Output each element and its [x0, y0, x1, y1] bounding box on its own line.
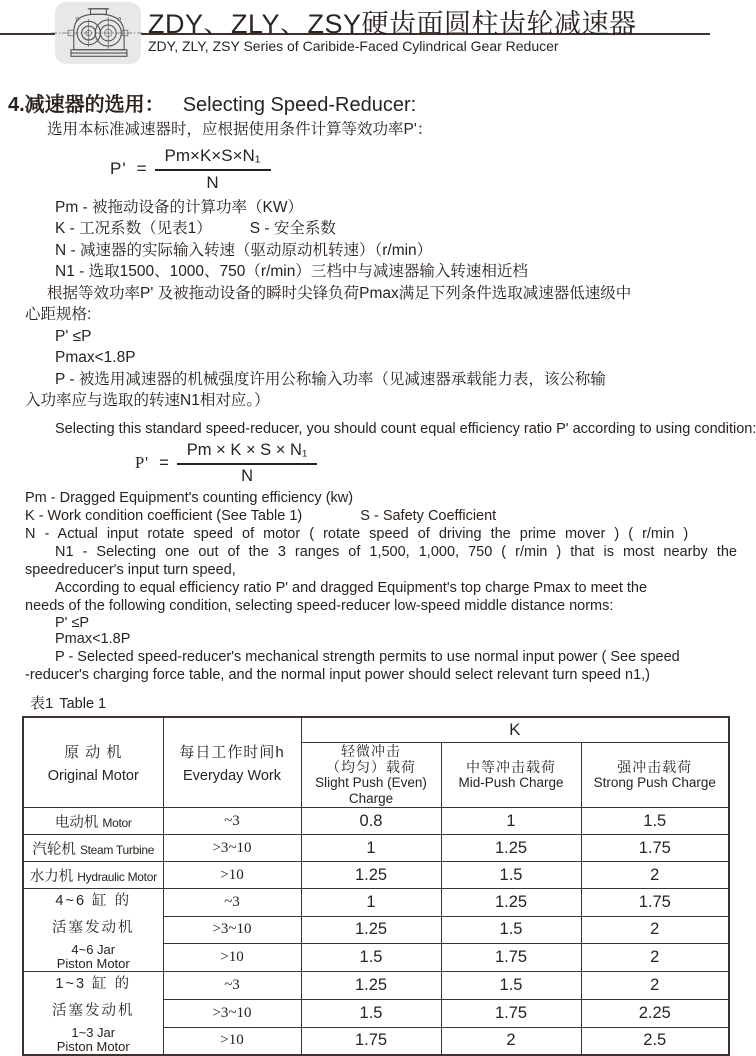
cell-k2: 1.5 [441, 916, 581, 944]
cell-k3: 1.5 [581, 808, 729, 835]
formula-denominator: N [155, 171, 271, 193]
header-k3-zh: 强冲击载荷 [582, 759, 729, 775]
group-en1: 1~3 Jar [24, 1026, 163, 1040]
zh-para-line1: 根据等效功率P' 及被拖动设备的瞬时尖锋负荷Pmax满足下列条件选取减速器低速级中 [47, 283, 732, 305]
header-motor-en: Original Motor [24, 768, 163, 784]
section-heading [8, 88, 750, 117]
formula-equals: = [137, 159, 147, 179]
motor-zh: 水力机 [30, 869, 74, 885]
header-k2-zh: 中等冲击载荷 [442, 759, 581, 775]
formula-lhs: P' [110, 159, 127, 179]
en-def-s: S - Safety Coefficient [360, 508, 496, 524]
zh-formula [110, 146, 732, 193]
group-en2: Piston Motor [24, 957, 163, 971]
header-k1-zh2: （均匀）载荷 [302, 759, 441, 775]
cell-hours: ~3 [163, 808, 301, 835]
header-cell-slight-push [301, 743, 441, 808]
group-zh2: 活塞发动机 [24, 999, 163, 1024]
en-def-p-line1: P - Selected speed-reducer's mechanical strength permits to use normal input power ( See speed [55, 648, 736, 666]
table-caption [30, 692, 750, 713]
header-hours-en: Everyday Work [164, 768, 301, 784]
header-cell-mid-push [441, 743, 581, 808]
formula-fraction [155, 146, 271, 193]
en-para-line1: According to equal efficiency ratio P' and dragged Equipment's top charge Pmax to meet the [55, 579, 736, 597]
group-zh1: 4~6 缸 的 [24, 889, 163, 914]
cell-hours: >10 [163, 1027, 301, 1055]
page-title: ZDY、ZLY、ZSY硬齿面圆柱齿轮减速器 [148, 2, 637, 41]
cell-hours: >3~10 [163, 916, 301, 944]
cell-k3: 2 [581, 916, 729, 944]
cell-k2: 1.75 [441, 944, 581, 972]
motor-en: Motor [102, 816, 131, 830]
header-motor-zh: 原 动 机 [64, 744, 122, 761]
group-en1: 4~6 Jar [24, 943, 163, 957]
header-cell-original-motor [23, 717, 163, 808]
en-def-n1-line1: N1 - Selecting one out of the 3 ranges of 1,500, 1,000, 750 ( r/min ) that is most nearby the [55, 543, 736, 561]
cell-k2: 1.25 [441, 889, 581, 917]
header-k3-en: Strong Push Charge [582, 775, 729, 791]
cell-k3: 2 [581, 972, 729, 1000]
group-en2: Piston Motor [24, 1040, 163, 1054]
cell-k1: 1.75 [301, 1027, 441, 1055]
en-def-n1-line2: speedreducer's input turn speed, [25, 561, 736, 579]
chinese-text-block [25, 119, 732, 412]
en-condition-2: Pmax<1.8P [55, 631, 736, 648]
cell-hours: >10 [163, 944, 301, 972]
cell-k3: 2 [581, 862, 729, 889]
header-cell-k: K [301, 717, 729, 743]
cell-k1: 1.5 [301, 999, 441, 1027]
header-cell-everyday-work [163, 717, 301, 808]
zh-condition-2: Pmax<1.8P [55, 347, 732, 369]
cell-motor-group-1-3 [23, 972, 163, 1056]
en-condition-1: P' ≤P [55, 615, 736, 632]
cell-k1: 1.25 [301, 916, 441, 944]
table-row [23, 808, 729, 835]
zh-def-p-line1: P - 被选用减速器的机械强度许用公称输入功率（见减速器承载能力表，该公称输 [55, 369, 732, 391]
cell-k2: 2 [441, 1027, 581, 1055]
cell-hours: >3~10 [163, 999, 301, 1027]
table-row [23, 862, 729, 889]
cell-motor [23, 808, 163, 835]
group-zh1: 1~3 缸 的 [24, 972, 163, 997]
section-heading-en: Selecting Speed-Reducer: [183, 94, 416, 116]
header-cell-strong-push [581, 743, 729, 808]
motor-en: Steam Turbine [80, 843, 154, 857]
table-row [23, 835, 729, 862]
formula-lhs: P' [135, 453, 149, 473]
cell-k1: 1.5 [301, 944, 441, 972]
cell-k2: 1.5 [441, 972, 581, 1000]
cell-k1: 1.25 [301, 972, 441, 1000]
en-formula [135, 441, 736, 486]
work-condition-coefficient-table [22, 716, 730, 1056]
en-para-line2: needs of the following condition, selecting speed-reducer low-speed middle distance norms: [25, 597, 736, 615]
zh-def-n1: N1 - 选取1500、1000、750（r/min）三档中与减速器输入转速相近档 [55, 261, 732, 283]
table-row [23, 972, 729, 1000]
formula-numerator: Pm × K × S × N₁ [177, 441, 318, 465]
page-subtitle: ZDY, ZLY, ZSY Series of Caribide-Faced Cylindrical Gear Reducer [148, 38, 559, 54]
zh-def-k-s [55, 218, 732, 240]
table-caption-en: Table 1 [59, 696, 106, 712]
cell-motor-group-4-6 [23, 889, 163, 972]
formula-equals: = [159, 454, 169, 473]
gear-reducer-drawing-icon [57, 4, 139, 62]
cell-k3: 2.25 [581, 999, 729, 1027]
header-hours-zh: 每日工作时间h [179, 744, 284, 761]
section-heading-zh: 4.减速器的选用： [8, 94, 165, 116]
zh-condition-1: P' ≤P [55, 326, 732, 348]
zh-def-n: N - 减速器的实际输入转速（驱动原动机转速）（r/min） [55, 240, 732, 262]
table-header-row-1 [23, 717, 729, 743]
cell-motor [23, 835, 163, 862]
cell-hours: ~3 [163, 889, 301, 917]
header-k2-en: Mid-Push Charge [442, 775, 581, 791]
cell-k3: 1.75 [581, 835, 729, 862]
cell-hours: >10 [163, 862, 301, 889]
cell-k1: 0.8 [301, 808, 441, 835]
cell-hours: ~3 [163, 972, 301, 1000]
zh-def-k: K - 工况系数（见表1） [55, 220, 212, 237]
zh-intro-line: 选用本标准减速器时，应根据使用条件计算等效功率P'： [47, 119, 732, 141]
cell-k1: 1.25 [301, 862, 441, 889]
motor-zh: 汽轮机 [32, 842, 76, 858]
motor-zh: 电动机 [55, 815, 99, 831]
en-def-p-line2: -reducer's charging force table, and the normal input power should select relevant turn speed n1,) [25, 666, 736, 684]
company-logo [55, 2, 141, 64]
cell-k3: 2.5 [581, 1027, 729, 1055]
cell-k2: 1.25 [441, 835, 581, 862]
header-k1-en: Slight Push (Even) Charge [302, 775, 441, 807]
cell-motor [23, 862, 163, 889]
header-k1-zh1: 轻微冲击 [302, 743, 441, 759]
formula-denominator: N [177, 465, 318, 486]
group-zh2: 活塞发动机 [24, 916, 163, 941]
formula-numerator: Pm×K×S×N₁ [155, 146, 271, 171]
motor-en: Hydraulic Motor [77, 870, 157, 884]
cell-k3: 2 [581, 944, 729, 972]
en-def-n: N - Actual input rotate speed of motor ( rotate speed of driving the prime mover ) ( r/min ) [25, 525, 736, 543]
cell-k2: 1.5 [441, 862, 581, 889]
table-caption-zh: 表1 [30, 695, 53, 712]
cell-k2: 1.75 [441, 999, 581, 1027]
en-intro-line: Selecting this standard speed-reducer, you should count equal efficiency ratio P' according to using condition: [55, 420, 736, 438]
cell-k1: 1 [301, 889, 441, 917]
cell-hours: >3~10 [163, 835, 301, 862]
cell-k3: 1.75 [581, 889, 729, 917]
zh-para-line2: 心距规格: [25, 304, 732, 326]
zh-def-s: S - 安全系数 [250, 220, 336, 237]
formula-fraction [177, 441, 318, 486]
zh-def-pm: Pm - 被拖动设备的计算功率（KW） [55, 197, 732, 219]
en-def-k-s [25, 507, 736, 525]
en-def-k: K - Work condition coefficient (See Table 1) [25, 508, 302, 524]
en-def-pm: Pm - Dragged Equipment's counting efficiency (kw) [25, 489, 736, 507]
table-row [23, 889, 729, 917]
cell-k2: 1 [441, 808, 581, 835]
english-text-block [25, 420, 736, 684]
zh-def-p-line2: 入功率应与选取的转速N1相对应。） [25, 390, 732, 412]
page-header [0, 0, 750, 72]
cell-k1: 1 [301, 835, 441, 862]
